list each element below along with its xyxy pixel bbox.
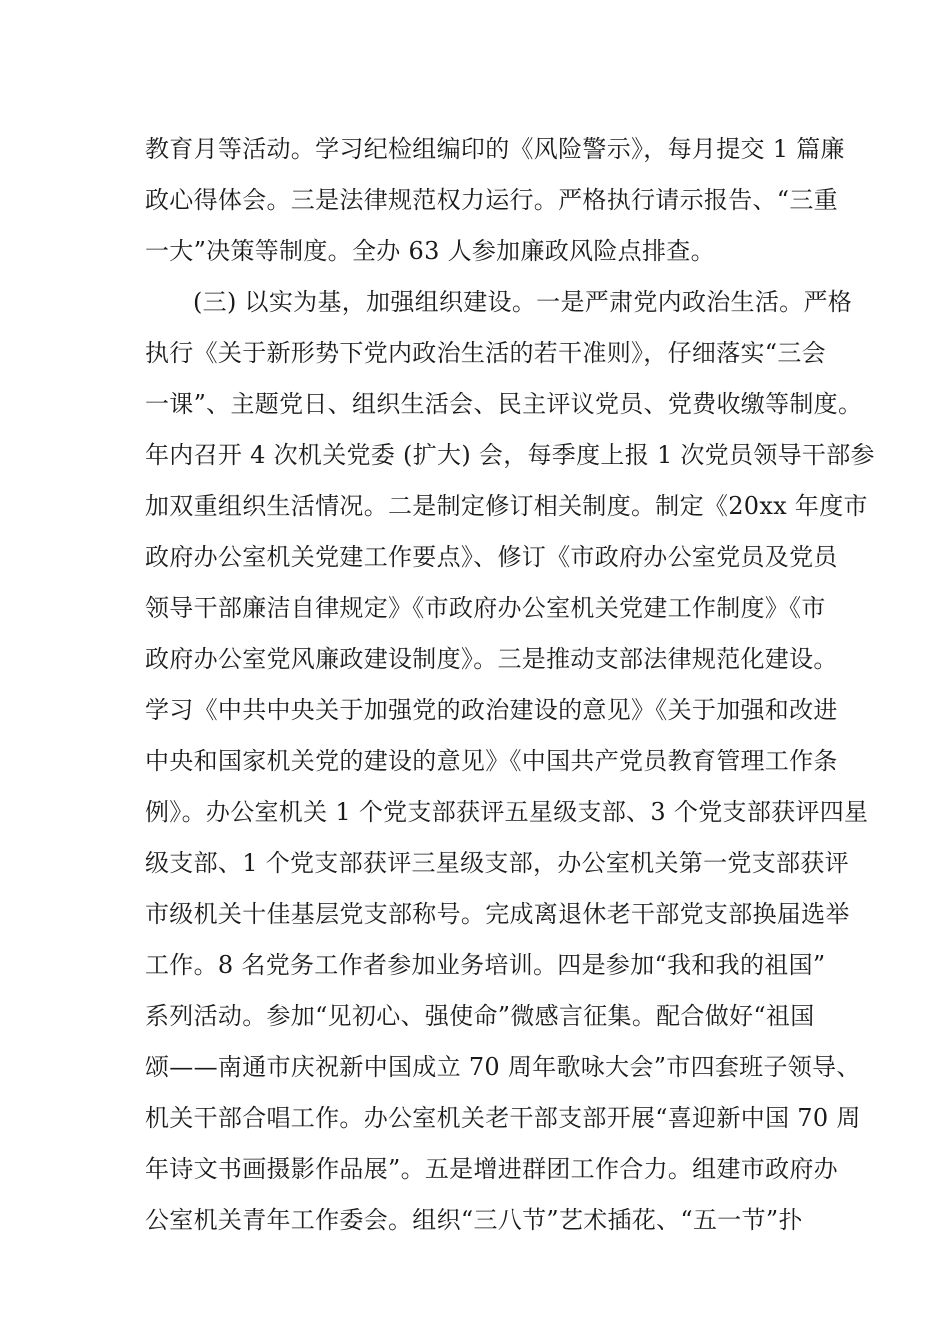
text-line: 颂——南通市庆祝新中国成立 70 周年歌咏大会”市四套班子领导、 — [145, 1053, 861, 1081]
text-line: 级支部、1 个党支部获评三星级支部，办公室机关第一党支部获评 — [145, 849, 849, 877]
text-line: 政府办公室机关党建工作要点》、修订《市政府办公室党员及党员 — [145, 543, 838, 571]
text-line: 工作。8 名党务工作者参加业务培训。四是参加“我和我的祖国” — [145, 951, 826, 979]
text-line: 加双重组织生活情况。二是制定修订相关制度。制定《20xx 年度市 — [145, 492, 868, 520]
text-line: 领导干部廉洁自律规定》《市政府办公室机关党建工作制度》《市 — [145, 594, 826, 622]
text-line: 公室机关青年工作委会。组织“三八节”艺术插花、“五一节”扑 — [145, 1206, 803, 1234]
paragraph-start-line: (三) 以实为基，加强组织建设。一是严肃党内政治生活。严格 — [193, 288, 853, 316]
text-line: 一课”、主题党日、组织生活会、民主评议党员、党费收缴等制度。 — [145, 390, 863, 418]
text-line: 机关干部合唱工作。办公室机关老干部支部开展“喜迎新中国 70 周 — [145, 1104, 861, 1132]
text-line: 年内召开 4 次机关党委 (扩大) 会，每季度上报 1 次党员领导干部参 — [145, 441, 875, 469]
text-line: 政府办公室党风廉政建设制度》。三是推动支部法律规范化建设。 — [145, 645, 838, 673]
text-line: 系列活动。参加“见初心、强使命”微感言征集。配合做好“祖国 — [145, 1002, 815, 1030]
text-line: 一大”决策等制度。全办 63 人参加廉政风险点排查。 — [145, 237, 715, 265]
text-line: 政心得体会。三是法律规范权力运行。严格执行请示报告、“三重 — [145, 186, 838, 214]
text-line: 例》。办公室机关 1 个党支部获评五星级支部、3 个党支部获评四星 — [145, 798, 869, 826]
text-line: 市级机关十佳基层党支部称号。完成离退休老干部党支部换届选举 — [145, 900, 850, 928]
text-line: 学习《中共中央关于加强党的政治建设的意见》《关于加强和改进 — [145, 696, 838, 724]
text-line: 中央和国家机关党的建设的意见》《中国共产党员教育管理工作条 — [145, 747, 838, 775]
text-line: 执行《关于新形势下党内政治生活的若干准则》，仔细落实“三会 — [145, 339, 826, 367]
text-line: 教育月等活动。学习纪检组编印的《风险警示》，每月提交 1 篇廉 — [145, 135, 845, 163]
text-line: 年诗文书画摄影作品展”。五是增进群团工作合力。组建市政府办 — [145, 1155, 838, 1183]
